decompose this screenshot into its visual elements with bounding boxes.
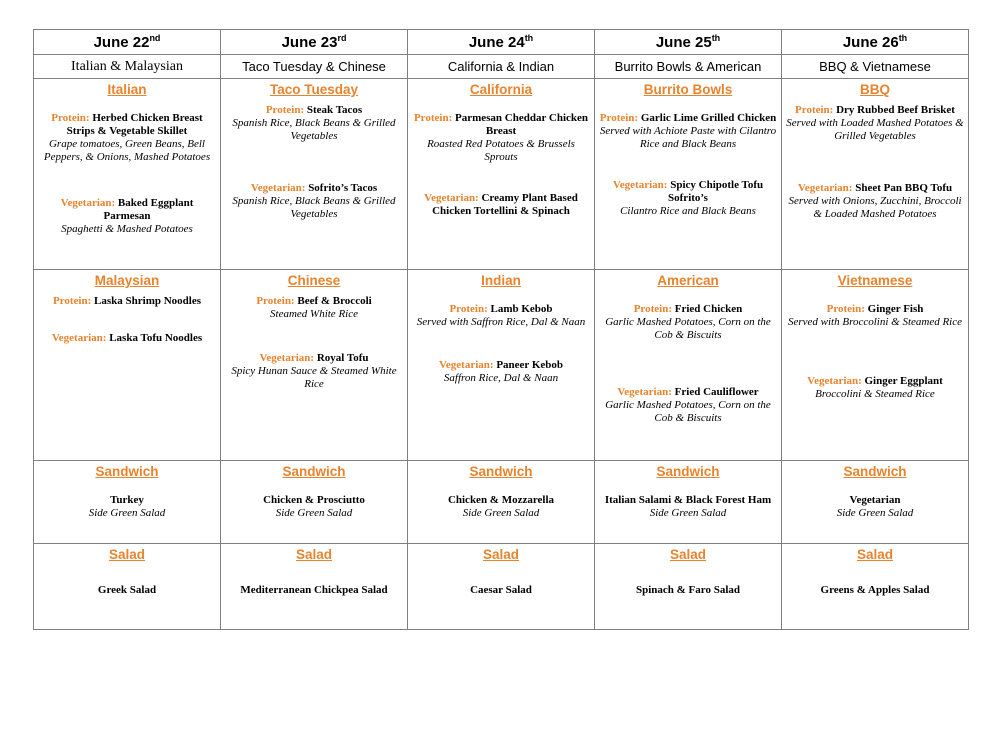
vegetarian-item: Vegetarian: Baked Eggplant Parmesan [60, 197, 194, 222]
sandwich-side: Side Green Salad [88, 507, 166, 519]
station-title: Indian [481, 273, 521, 288]
sandwich-cell [34, 461, 221, 544]
station-title: BBQ [860, 82, 890, 97]
protein-item: Protein: Lamb Kebob [449, 303, 553, 315]
vegetarian-item: Vegetarian: Creamy Plant Based Chicken Tortellini & Spinach [424, 192, 578, 217]
station-title: Sandwich [843, 464, 907, 479]
theme-row [34, 55, 969, 79]
menu-cell [221, 270, 408, 461]
protein-description: Roasted Red Potatoes & Brussels Sprouts [427, 138, 575, 163]
protein-description: Served with Loaded Mashed Potatoes & Grilled Vegetables [786, 117, 964, 142]
station-title: Sandwich [282, 464, 346, 479]
menu-cell [408, 270, 595, 461]
salad-row [34, 544, 969, 630]
vegetarian-description: Spicy Hunan Sauce & Steamed White Rice [231, 365, 397, 390]
sandwich-row [34, 461, 969, 544]
first-station-row [34, 79, 969, 270]
vegetarian-item: Vegetarian: Royal Tofu [259, 352, 369, 364]
sandwich-side: Side Green Salad [649, 507, 727, 519]
protein-item: Protein: Steak Tacos [265, 104, 363, 116]
day-theme: Burrito Bowls & American [595, 55, 782, 79]
sandwich-cell [595, 461, 782, 544]
sandwich-item: Chicken & Prosciutto [263, 494, 365, 506]
vegetarian-item: Vegetarian: Laska Tofu Noodles [51, 332, 203, 344]
station-title: Taco Tuesday [269, 82, 359, 97]
day-theme: Italian & Malaysian [34, 55, 221, 79]
menu-cell [782, 79, 969, 270]
vegetarian-description: Served with Onions, Zucchini, Broccoli & Loaded Mashed Potatoes [788, 195, 962, 220]
salad-cell [408, 544, 595, 630]
vegetarian-item: Vegetarian: Sheet Pan BBQ Tofu [797, 182, 953, 194]
vegetarian-description: Cilantro Rice and Black Beans [620, 205, 756, 217]
date-header: June 23rd [221, 30, 408, 55]
day-theme: Taco Tuesday & Chinese [221, 55, 408, 79]
salad-item: Greens & Apples Salad [820, 584, 930, 596]
station-title: Sandwich [656, 464, 720, 479]
station-title: American [657, 273, 719, 288]
station-title: Chinese [287, 273, 341, 288]
sandwich-cell [782, 461, 969, 544]
sandwich-item: Turkey [110, 494, 144, 506]
menu-cell [34, 270, 221, 461]
salad-item: Caesar Salad [470, 584, 532, 596]
date-header: June 25th [595, 30, 782, 55]
date-header: June 24th [408, 30, 595, 55]
vegetarian-description: Spaghetti & Mashed Potatoes [61, 223, 193, 235]
station-title: Salad [482, 547, 520, 562]
station-title: Sandwich [469, 464, 533, 479]
date-header-row [34, 30, 969, 55]
vegetarian-description: Spanish Rice, Black Beans & Grilled Vegetables [232, 195, 396, 220]
vegetarian-item: Vegetarian: Sofrito’s Tacos [250, 182, 378, 194]
protein-description: Spanish Rice, Black Beans & Grilled Vegetables [232, 117, 396, 142]
sandwich-side: Side Green Salad [462, 507, 540, 519]
salad-item: Mediterranean Chickpea Salad [240, 584, 388, 596]
protein-item: Protein: Parmesan Cheddar Chicken Breast [413, 112, 589, 137]
station-title: Vietnamese [837, 273, 913, 288]
station-title: Malaysian [94, 273, 160, 288]
weekly-menu-table [33, 29, 969, 630]
salad-cell [782, 544, 969, 630]
protein-item: Protein: Fried Chicken [633, 303, 743, 315]
salad-cell [221, 544, 408, 630]
sandwich-item: Chicken & Mozzarella [447, 494, 555, 506]
salad-item: Greek Salad [97, 584, 157, 596]
protein-description: Garlic Mashed Potatoes, Corn on the Cob & Biscuits [605, 316, 771, 341]
station-title: Salad [295, 547, 333, 562]
sandwich-cell [221, 461, 408, 544]
salad-cell [595, 544, 782, 630]
date-header: June 26th [782, 30, 969, 55]
menu-cell [595, 79, 782, 270]
menu-cell [221, 79, 408, 270]
menu-cell [408, 79, 595, 270]
protein-description: Steamed White Rice [270, 308, 358, 320]
date-header: June 22nd [34, 30, 221, 55]
sandwich-item: Italian Salami & Black Forest Ham [604, 494, 772, 506]
vegetarian-item: Vegetarian: Fried Cauliflower [617, 386, 759, 398]
salad-cell [34, 544, 221, 630]
vegetarian-description: Saffron Rice, Dal & Naan [443, 372, 559, 384]
sandwich-side: Side Green Salad [275, 507, 353, 519]
protein-description: Served with Achiote Paste with Cilantro Rice and Black Beans [599, 125, 777, 150]
protein-item: Protein: Laska Shrimp Noodles [52, 295, 202, 307]
station-title: Sandwich [95, 464, 159, 479]
vegetarian-description: Garlic Mashed Potatoes, Corn on the Cob & Biscuits [605, 399, 771, 424]
vegetarian-description: Broccolini & Steamed Rice [815, 388, 935, 400]
sandwich-item: Vegetarian [849, 494, 901, 506]
protein-item: Protein: Beef & Broccoli [256, 295, 372, 307]
station-title: Salad [856, 547, 894, 562]
day-theme: California & Indian [408, 55, 595, 79]
sandwich-side: Side Green Salad [836, 507, 914, 519]
protein-item: Protein: Garlic Lime Grilled Chicken [599, 112, 777, 124]
protein-item: Protein: Herbed Chicken Breast Strips & Vegetable Skillet [51, 112, 203, 137]
vegetarian-item: Vegetarian: Ginger Eggplant [807, 375, 943, 387]
protein-item: Protein: Ginger Fish [826, 303, 924, 315]
protein-description: Served with Broccolini & Steamed Rice [787, 316, 962, 328]
protein-item: Protein: Dry Rubbed Beef Brisket [795, 104, 955, 116]
menu-cell [34, 79, 221, 270]
protein-description: Grape tomatoes, Green Beans, Bell Peppers, & Onions, Mashed Potatoes [43, 138, 211, 163]
sandwich-cell [408, 461, 595, 544]
day-theme: BBQ & Vietnamese [782, 55, 969, 79]
station-title: Italian [107, 82, 147, 97]
station-title: Burrito Bowls [643, 82, 733, 97]
menu-cell [595, 270, 782, 461]
menu-cell [782, 270, 969, 461]
station-title: Salad [108, 547, 146, 562]
station-title: Salad [669, 547, 707, 562]
protein-description: Served with Saffron Rice, Dal & Naan [416, 316, 586, 328]
salad-item: Spinach & Faro Salad [635, 584, 741, 596]
vegetarian-item: Vegetarian: Spicy Chipotle Tofu Sofrito’s [612, 179, 764, 204]
vegetarian-item: Vegetarian: Paneer Kebob [438, 359, 564, 371]
station-title: California [469, 82, 533, 97]
second-station-row [34, 270, 969, 461]
